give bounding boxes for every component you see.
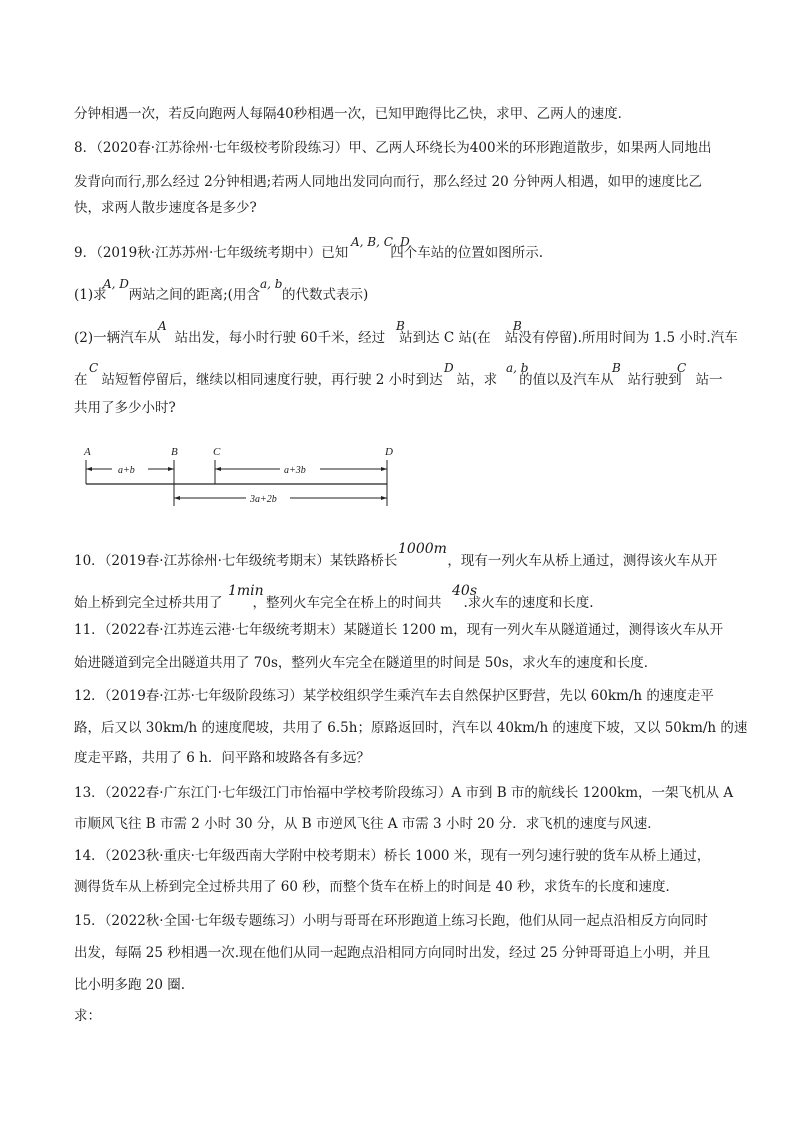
problem-9-part-2-line-1 xyxy=(74,328,738,348)
math-ad: A, D xyxy=(103,277,129,291)
problem-8-line-3: 快，求两人散步速度各是多少? xyxy=(74,200,257,216)
math-B2: B xyxy=(513,319,522,333)
part-2-f: 站短暂停留后，继续以相同速度行驶，再行驶 2 小时到达 xyxy=(101,372,443,388)
part-2-d: 站没有停留).所用时间为 1.5 小时.汽车 xyxy=(504,330,738,346)
arrowhead-ab-left xyxy=(86,467,92,471)
part-2-h: 的值以及汽车从 xyxy=(519,372,614,388)
math-abcd: A, B, C, D xyxy=(351,235,410,249)
problem-15-line-3: 比小明多跑 20 圈. xyxy=(74,977,186,993)
part-2-a: (2)一辆汽车从 xyxy=(74,330,161,346)
problem-13-line-2: 市顺风飞往 B 市需 2 小时 30 分，从 B 市逆风飞往 A 市需 3 小时 20 分．求飞机的速度与风速． xyxy=(74,816,661,832)
math-ab2: a, b xyxy=(506,361,529,375)
problem-10-line-1 xyxy=(74,551,717,571)
p10-d: ，整列火车完全在桥上的时间共 xyxy=(252,595,442,611)
part-2-i: 站行驶到 xyxy=(627,372,682,388)
problem-9-part-2-line-3: 共用了多少小时? xyxy=(74,400,176,416)
problem-9-intro-tail: 四个车站的位置如图所示. xyxy=(390,245,544,261)
label-a-plus-b: a+b xyxy=(118,465,135,476)
problem-9-part-2-line-2 xyxy=(74,370,723,390)
problem-8-line-2: 发背向而行,那么经过 2分钟相遇;若两人同地出发同向而行，那么经过 20 分钟两人相遇，如甲的速度比乙 xyxy=(74,174,702,190)
p10-a: 10．（2019春·江苏徐州·七年级统考期末）某铁路桥长 xyxy=(74,553,398,569)
arrowhead-ab-right xyxy=(168,467,174,471)
label-B: B xyxy=(171,446,178,458)
label-A: A xyxy=(84,446,91,458)
p10-c: 始上桥到完全过桥共用了 xyxy=(74,595,223,611)
part-2-c: 站到达 C 站(在 xyxy=(399,330,491,346)
label-a-plus-3b: a+3b xyxy=(284,465,306,476)
label-C: C xyxy=(213,446,221,458)
arrowhead-bd-left xyxy=(174,496,180,500)
problem-15-line-4: 求： xyxy=(74,1008,101,1024)
text-line: 分钟相遇一次，若反向跑两人每隔40秒相遇一次，已知甲跑得比乙快，求甲、乙两人的速度． xyxy=(74,106,632,122)
math-40s: 40s xyxy=(452,583,477,599)
math-D: D xyxy=(444,361,454,375)
problem-8-line-1: 8．（2020春·江苏徐州·七年级校考阶段练习）甲、乙两人环绕长为400米的环形跑道散步，如果两人同地出 xyxy=(74,140,712,156)
math-B: B xyxy=(396,319,405,333)
problem-11-line-2: 始进隧道到完全出隧道共用了 70s，整列火车完全在隧道里的时间是 50s，求火车的速度和长度． xyxy=(74,655,658,671)
arrowhead-cd-left xyxy=(215,467,221,471)
problem-12-line-2: 路，后又以 30km/h 的速度爬坡，共用了 6.5h；原路返回时，汽车以 40km/h 的速度下坡，又以 50km/h 的速 xyxy=(74,720,748,736)
part-1-prefix: (1)求 xyxy=(74,287,107,303)
problem-10-line-2 xyxy=(74,593,594,613)
arrowhead-cd-right xyxy=(381,467,387,471)
math-1min: 1min xyxy=(228,583,264,599)
part-2-b: 站出发，每小时行驶 60千米，经过 xyxy=(174,330,386,346)
problem-11-line-1: 11．（2022春·江苏连云港·七年级统考期末）某隧道长 1200 m，现有一列火车从隧道通过，测得该火车从开 xyxy=(74,622,724,638)
problem-12-line-1: 12．（2019春·江苏·七年级阶段练习）某学校组织学生乘汽车去自然保护区野营，先以 60km/h 的速度走平 xyxy=(74,688,714,704)
part-2-j: 站一 xyxy=(695,372,723,388)
problem-12-line-3: 度走平路，共用了 6 h．问平路和坡路各有多远？ xyxy=(74,750,370,766)
math-ab: a, b xyxy=(260,277,283,291)
problem-13-line-1: 13．（2022春·广东江门·七年级江门市怡福中学校考阶段练习）A 市到 B 市的航线长 1200km，一架飞机从 A xyxy=(74,785,734,801)
label-3a-plus-2b: 3a+2b xyxy=(250,494,277,505)
part-1-tail: 的代数式表示) xyxy=(281,287,369,303)
math-1000m: 1000m xyxy=(398,541,447,557)
label-D: D xyxy=(385,446,393,458)
problem-15-line-2: 出发，每隔 25 秒相遇一次.现在他们从同一起跑点沿相同方向同时出发，经过 25 分钟哥哥追上小明，并且 xyxy=(74,945,711,961)
math-A: A xyxy=(158,319,167,333)
part-2-e: 在 xyxy=(74,372,88,388)
p10-b: ，现有一列火车从桥上通过，测得该火车从开 xyxy=(447,553,718,569)
problem-15-line-1: 15．（2022秋·全国·七年级专题练习）小明与哥哥在环形跑道上练习长跑，他们从同一起点沿相反方向同时 xyxy=(74,913,708,929)
part-1-mid: 两站之间的距离;(用含 xyxy=(128,287,260,303)
p10-e: .求火车的速度和长度. xyxy=(463,595,594,611)
problem-14-line-1: 14．（2023秋·重庆·七年级西南大学附中校考期末）桥长 1000 米，现有一列匀速行驶的货车从桥上通过， xyxy=(74,848,711,864)
problem-9-intro: 9．（2019秋·江苏苏州·七年级统考期中）已知 xyxy=(74,245,349,261)
part-2-g: 站，求 xyxy=(456,372,498,388)
math-C2: C xyxy=(677,361,687,375)
math-B3: B xyxy=(612,361,621,375)
problem-9-line-1 xyxy=(74,243,543,263)
problem-14-line-2: 测得货车从上桥到完全过桥共用了 60 秒，而整个货车在桥上的时间是 40 秒，求货车的长度和速度． xyxy=(74,879,680,895)
math-C: C xyxy=(89,361,99,375)
arrowhead-bd-right xyxy=(381,496,387,500)
station-diagram xyxy=(74,438,414,518)
